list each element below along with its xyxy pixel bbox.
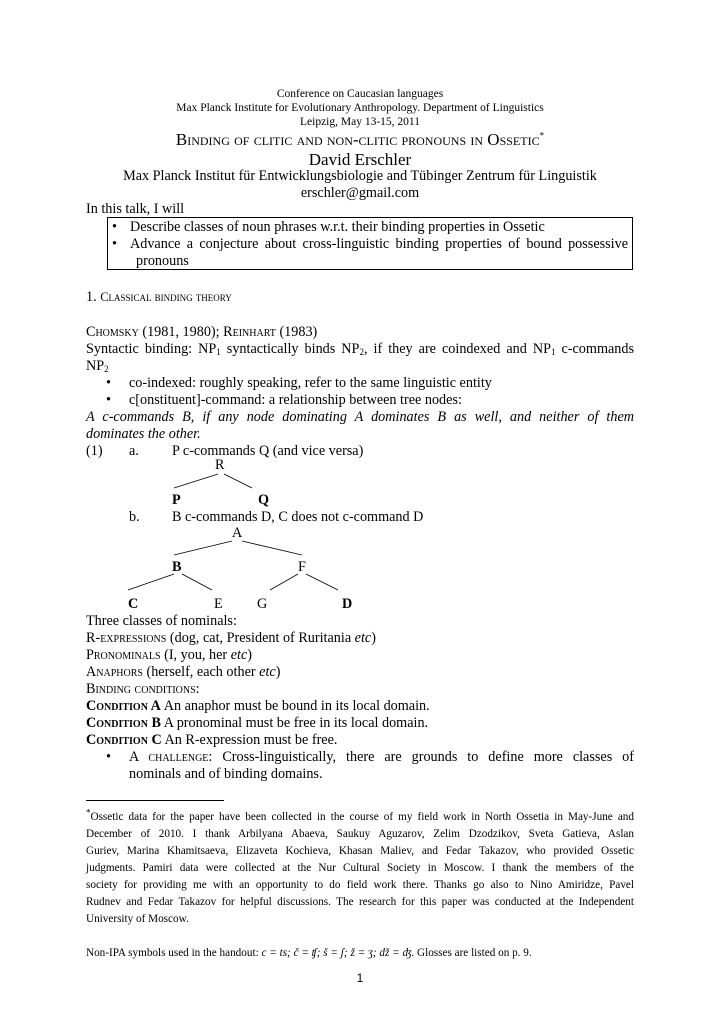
example-b-text: B c-commands D, C does not c-command D [172, 509, 424, 525]
ccommand-definition-line2: dominates the other. [86, 426, 201, 442]
subscript: 1 [216, 347, 221, 357]
class-examples: (dog, cat, President of Ruritania [166, 630, 355, 646]
condition-text: An R-expression must be free. [161, 732, 338, 748]
page-number: 1 [356, 971, 364, 985]
title-footnote-marker: * [539, 130, 545, 141]
goal-item-continued: pronouns [136, 253, 189, 269]
tree-edge [306, 574, 338, 590]
footnote-rule [86, 800, 224, 801]
non-ipa-lead: Non-IPA symbols used in the handout: [86, 947, 262, 959]
non-ipa-note [86, 945, 532, 962]
class-examples: (I, you, her [160, 647, 231, 663]
footnote-line: society for providing me with an opportunity to do field work there. Thanks go also to Nino Amiridze, Pavel [86, 879, 634, 891]
intro-text: In this talk, I will [86, 201, 185, 217]
tree-edge [270, 574, 298, 590]
tree-edge [128, 574, 174, 590]
condition-label: Condition A [86, 698, 161, 714]
author-email: erschler@gmail.com [300, 185, 420, 201]
institute-name: Max Planck Institute for Evolutionary Anthropology. Department of Linguistics [176, 102, 544, 114]
section-number: 1. [86, 289, 97, 305]
challenge-line2: nominals and of binding domains. [129, 766, 323, 782]
tree-edge [242, 541, 302, 555]
ref-chomsky: Chomsky [86, 324, 139, 340]
footnote-line: Guriev, Marina Khamitsaeva, Elizaveta Kochieva, Khasan Maliev, and Fedar Takazov, who provided Ossetic [86, 845, 634, 857]
paper-title-text: Binding of clitic and non-clitic pronouns in Ossetic [175, 130, 540, 149]
ref-reinhart-year: (1983) [279, 324, 318, 340]
definition-bullet: co-indexed: roughly speaking, refer to the same linguistic entity [129, 375, 492, 391]
class-name: Anaphors [86, 664, 143, 680]
def-text: , if they are coindexed and NP [363, 341, 551, 357]
def-text: Syntactic binding: NP [86, 341, 217, 357]
condition-label: Condition C [86, 732, 162, 748]
challenge-lead: A [129, 749, 149, 765]
subscript: 1 [550, 347, 556, 357]
tree-node-root: A [232, 525, 243, 541]
tree-node-g: G [257, 596, 268, 612]
footnote-line: December of 2010. I thank Arbilyana Abaeva, Saukuy Aguzarov, Zelim Dzodzikov, Sveta Gatieva, Aslan [86, 828, 634, 840]
example-b-label: b. [129, 509, 140, 525]
classes-heading: Three classes of nominals: [86, 613, 237, 629]
conference-name: Conference on Caucasian languages [276, 88, 444, 100]
condition-a [86, 698, 430, 715]
non-ipa-symbols: c = ts; č = ʧ; š = ʃ; ž = ʒ; dž = ʤ [261, 947, 412, 959]
def-text: syntactically binds NP [220, 341, 360, 357]
footnote-line: Rudnev and Fedar Takazov for helpful discussions. The research for this paper was conducted at the Independent [86, 896, 634, 908]
author-affiliation: Max Planck Institut für Entwicklungsbiologie and Tübinger Zentrum für Linguistik [123, 168, 597, 184]
tree-edge [174, 474, 218, 488]
tree-node-d: D [342, 596, 353, 612]
etc-text: etc [230, 647, 248, 663]
etc-text: etc [259, 664, 276, 680]
condition-text: An anaphor must be bound in its local domain. [160, 698, 430, 714]
definition-bullet: c[onstituent]-command: a relationship between tree nodes: [129, 392, 462, 408]
footnote-line: University of Moscow. [86, 913, 189, 925]
goal-item: Describe classes of noun phrases w.r.t. their binding properties in Ossetic [130, 219, 545, 235]
example-a-text: P c-commands Q (and vice versa) [172, 443, 364, 459]
footnote-line [86, 809, 634, 826]
paren: ) [371, 630, 376, 646]
conditions-heading: Binding conditions: [86, 681, 200, 697]
tree-node-e: E [214, 596, 223, 612]
bullet-icon: • [106, 392, 111, 408]
footnote-marker: * [86, 807, 91, 818]
challenge-text: : Cross-linguistically, there are grounds to define more classes of [208, 749, 634, 765]
footnote [86, 809, 634, 928]
footnote-text: Ossetic data for the paper have been collected in the course of my field work in North Ossetia in May-June and [90, 811, 634, 823]
class-name: R-expressions [86, 630, 167, 646]
paren: ) [275, 664, 281, 680]
goal-item: Advance a conjecture about cross-linguistic binding properties of bound possessive [130, 236, 628, 252]
non-ipa-tail: . Glosses are listed on p. 9. [411, 947, 532, 959]
class-name: Pronominals [86, 647, 161, 663]
bullet-icon: • [106, 375, 111, 391]
bullet-icon: • [106, 749, 111, 765]
bullet-icon: • [112, 236, 117, 252]
author-name: David Erschler [308, 150, 412, 169]
ref-chomsky-years: (1981, 1980); [142, 324, 220, 340]
def-text: NP [86, 358, 105, 374]
ref-reinhart: Reinhart [223, 324, 276, 340]
condition-c [86, 732, 337, 749]
def-text: c-commands [555, 341, 634, 357]
condition-label: Condition B [86, 715, 161, 731]
class-examples: (herself, each other [142, 664, 260, 680]
condition-b [86, 715, 428, 732]
class-pronominals [86, 647, 252, 664]
bullet-icon: • [112, 219, 117, 235]
ccommand-definition-line1: A c-commands B, if any node dominating A dominates B as well, and neither of them [86, 409, 634, 425]
tree-node-f: F [298, 559, 306, 575]
challenge-word: challenge [148, 749, 209, 765]
etc-text: etc [354, 630, 372, 646]
place-date: Leipzig, May 13-15, 2011 [300, 116, 420, 128]
tree-node-root: R [215, 457, 225, 473]
section-title: Classical binding theory [100, 290, 232, 304]
tree-edge [182, 574, 212, 590]
paren: ) [247, 647, 252, 663]
tree-node-b: B [172, 559, 182, 575]
footnote-line: judgments. Pamiri data were collected at the Nur Cultural Society in Moscow. I thank the members of the [86, 862, 634, 874]
class-r-expressions [86, 630, 376, 647]
example-a-label: a. [129, 443, 139, 459]
tree-node-q: Q [258, 492, 270, 508]
tree-node-c: C [128, 596, 139, 612]
tree-edge [174, 541, 232, 555]
class-anaphors [86, 664, 280, 681]
example-number: (1) [86, 443, 103, 459]
subscript: 2 [104, 364, 109, 374]
subscript: 2 [359, 347, 364, 357]
challenge-line1 [129, 749, 634, 766]
tree-edge [224, 474, 252, 488]
tree-node-p: P [172, 492, 181, 508]
condition-text: A pronominal must be free in its local domain. [160, 715, 429, 731]
